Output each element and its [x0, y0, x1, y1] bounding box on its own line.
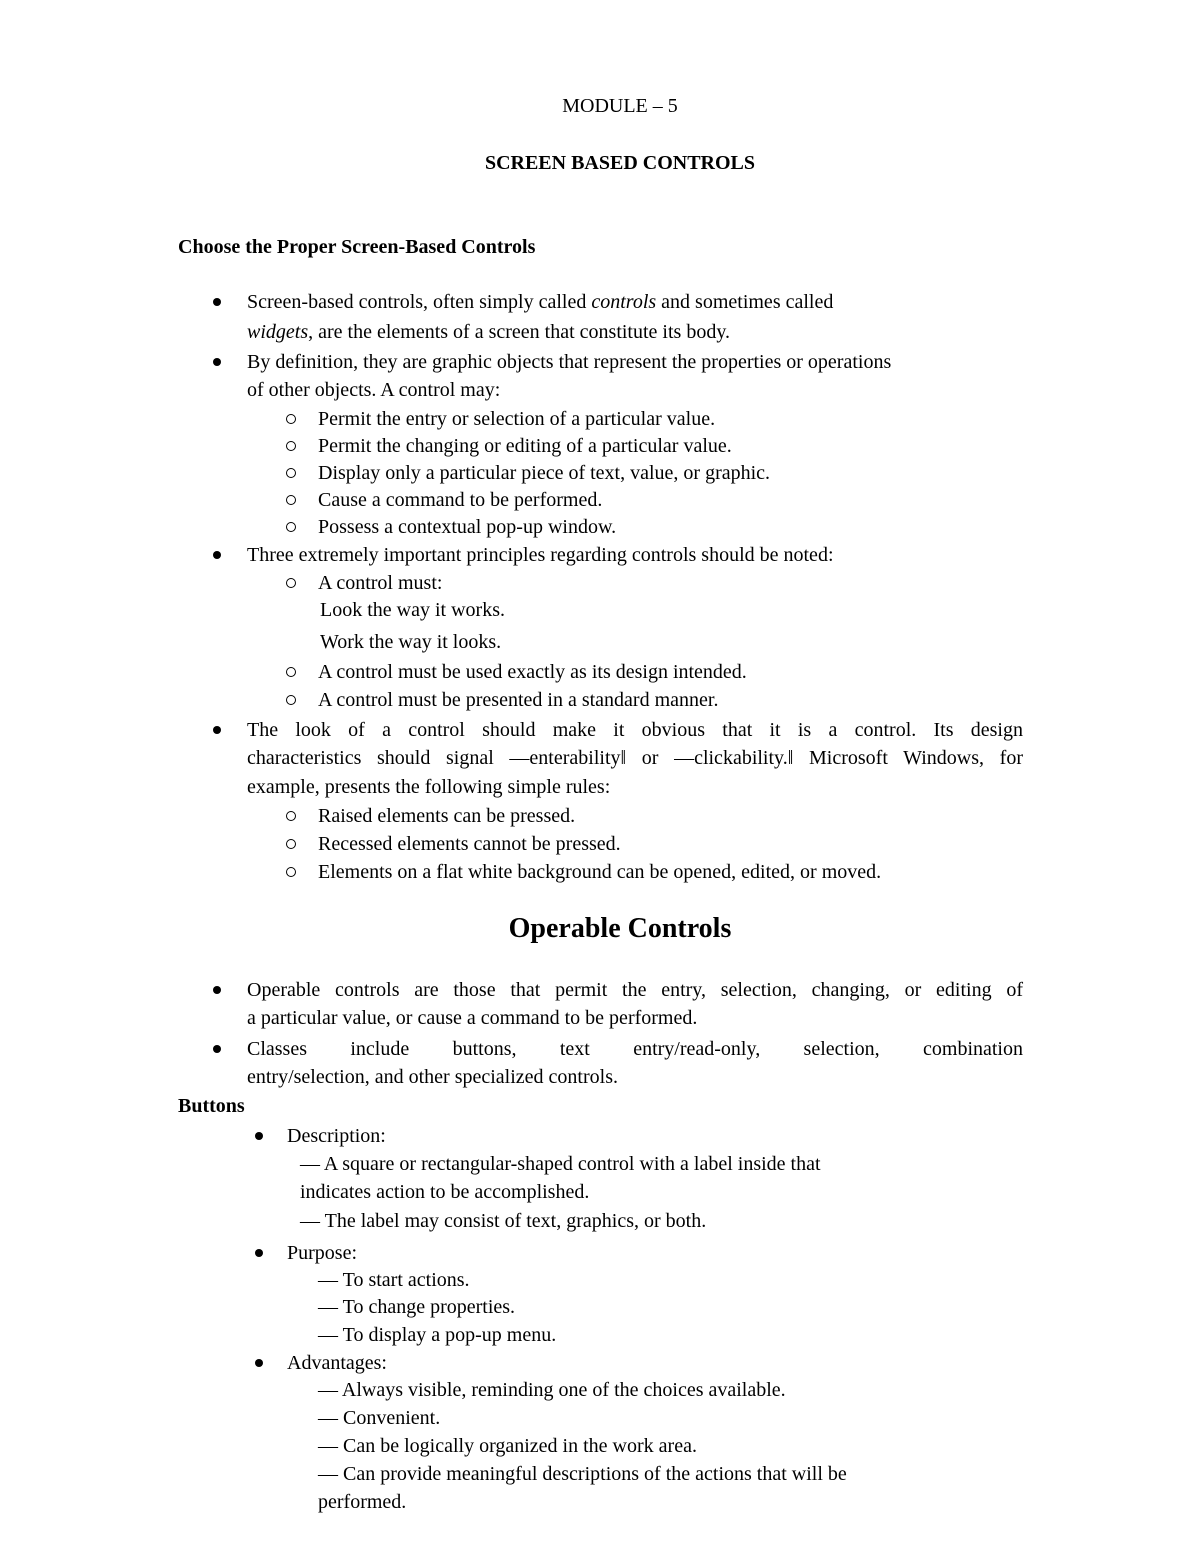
- bullet-dot: [213, 551, 221, 559]
- list-item-continuation: of other objects. A control may:: [247, 379, 501, 401]
- bullet-dot: [255, 1359, 263, 1367]
- page-title: SCREEN BASED CONTROLS: [484, 152, 756, 174]
- sub-list-item: Elements on a flat white background can be opened, edited, or moved.: [318, 861, 882, 883]
- advantages-line: — Always visible, reminding one of the choices available.: [318, 1379, 786, 1401]
- sub-list-item: A control must be used exactly as its design intended.: [318, 661, 747, 683]
- description-line: indicates action to be accomplished.: [300, 1181, 590, 1203]
- sub-bullet-circle: [286, 468, 296, 478]
- module-number: MODULE – 5: [562, 95, 678, 117]
- sub-bullet-circle: [286, 839, 296, 849]
- list-item-continuation: widgets, are the elements of a screen that constitute its body.: [247, 321, 731, 343]
- sub-list-item: Possess a contextual pop-up window.: [318, 516, 617, 538]
- list-item-continuation: entry/selection, and other specialized controls.: [247, 1066, 618, 1088]
- description-line: — A square or rectangular-shaped control with a label inside that: [300, 1153, 821, 1175]
- purpose-line: — To display a pop-up menu.: [318, 1324, 557, 1346]
- list-item: Operable controls are those that permit the entry, selection, changing, or editing of: [247, 979, 1023, 1001]
- subsection-heading-buttons: Buttons: [178, 1095, 245, 1117]
- sub-list-item: Permit the entry or selection of a particular value.: [318, 408, 716, 430]
- description-line: — The label may consist of text, graphics, or both.: [300, 1210, 707, 1232]
- sub-list-line: Work the way it looks.: [320, 631, 502, 653]
- list-item-continuation: example, presents the following simple rules:: [247, 776, 611, 798]
- sub-list-item: Cause a command to be performed.: [318, 489, 603, 511]
- sub-list-line: Look the way it works.: [320, 599, 505, 621]
- advantages-line: — Can be logically organized in the work area.: [318, 1435, 697, 1457]
- sub-bullet-circle: [286, 667, 296, 677]
- sub-list-item: A control must be presented in a standard manner.: [318, 689, 719, 711]
- bullet-dot: [213, 726, 221, 734]
- sub-list-item: Raised elements can be pressed.: [318, 805, 576, 827]
- sub-list-item: Recessed elements cannot be pressed.: [318, 833, 621, 855]
- sub-list-item: Permit the changing or editing of a particular value.: [318, 435, 732, 457]
- sub-bullet-circle: [286, 495, 296, 505]
- purpose-line: — To start actions.: [318, 1269, 470, 1291]
- list-item-continuation: characteristics should signal ―enterability‖ or ―clickability.‖ Microsoft Windows, for: [247, 747, 1023, 769]
- bullet-dot: [255, 1132, 263, 1140]
- list-item: Three extremely important principles regarding controls should be noted:: [247, 544, 834, 566]
- sub-bullet-circle: [286, 441, 296, 451]
- purpose-line: — To change properties.: [318, 1296, 516, 1318]
- sub-bullet-circle: [286, 578, 296, 588]
- list-item-continuation: a particular value, or cause a command to be performed.: [247, 1007, 698, 1029]
- list-item-description: Description:: [287, 1125, 386, 1147]
- section-heading-operable-controls: Operable Controls: [508, 913, 732, 944]
- bullet-dot: [213, 986, 221, 994]
- bullet-dot: [213, 298, 221, 306]
- sub-bullet-circle: [286, 695, 296, 705]
- list-item: Screen-based controls, often simply called controls and sometimes called: [247, 291, 834, 313]
- sub-list-item: A control must:: [318, 572, 443, 594]
- list-item-purpose: Purpose:: [287, 1242, 357, 1264]
- advantages-line: — Convenient.: [318, 1407, 441, 1429]
- sub-bullet-circle: [286, 414, 296, 424]
- list-item-advantages: Advantages:: [287, 1352, 387, 1374]
- bullet-dot: [213, 1045, 221, 1053]
- list-item: Classes include buttons, text entry/read-only, selection, combination: [247, 1038, 1023, 1060]
- advantages-line: performed.: [318, 1491, 407, 1513]
- sub-list-item: Display only a particular piece of text, value, or graphic.: [318, 462, 771, 484]
- sub-bullet-circle: [286, 522, 296, 532]
- list-item: By definition, they are graphic objects that represent the properties or operations: [247, 351, 892, 373]
- bullet-dot: [255, 1249, 263, 1257]
- sub-bullet-circle: [286, 811, 296, 821]
- bullet-dot: [213, 358, 221, 366]
- list-item: The look of a control should make it obvious that it is a control. Its design: [247, 719, 1023, 741]
- section-heading: Choose the Proper Screen-Based Controls: [178, 236, 536, 258]
- sub-bullet-circle: [286, 867, 296, 877]
- advantages-line: — Can provide meaningful descriptions of the actions that will be: [318, 1463, 847, 1485]
